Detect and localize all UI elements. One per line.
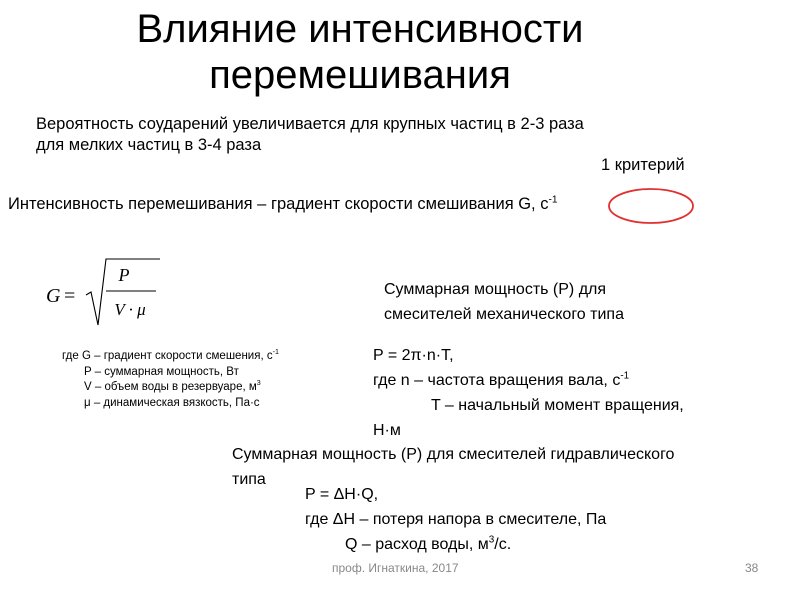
hydraulic-formula-block — [305, 482, 606, 557]
legend-p: P – суммарная мощность, Вт — [84, 365, 239, 378]
legend-mu: μ – динамическая вязкость, Па·с — [84, 396, 260, 409]
page-number: 38 — [745, 561, 759, 575]
mechanical-n — [373, 368, 684, 393]
mechanical-heading-line-2: смесителей механического типа — [384, 306, 624, 323]
hydraulic-q-unit: /с. — [494, 536, 512, 553]
hydraulic-q — [305, 532, 606, 557]
legend-g — [62, 349, 279, 365]
mechanical-t-unit: Н·м — [373, 422, 401, 439]
hydraulic-q-text: Q – расход воды, м — [345, 536, 489, 553]
hydraulic-formula: P = ΔH·Q, — [305, 486, 379, 503]
hydraulic-h: где ΔH – потеря напора в смесителе, Па — [305, 511, 607, 528]
formula-lhs: G — [46, 285, 61, 307]
highlight-ellipse-shape — [609, 189, 693, 223]
criterion-label: 1 критерий — [601, 156, 685, 174]
mechanical-n-text: где n – частота вращения вала, с — [373, 372, 621, 389]
formula-equals: = — [64, 285, 76, 307]
legend-v-text: V – объем воды в резервуаре, м — [84, 381, 257, 393]
definition-body: Интенсивность перемешивания – градиент скорости смешивания G, с — [8, 195, 549, 213]
legend-v-exp: 3 — [256, 379, 261, 388]
legend-g-exp: -1 — [272, 348, 279, 357]
footer-author: проф. Игнаткина, 2017 — [332, 561, 459, 575]
title-line-1: Влияние интенсивности — [136, 7, 584, 51]
hydraulic-heading-line-1: Суммарная мощность (P) для смесителей гидравлического — [232, 446, 675, 463]
legend-v — [62, 380, 279, 396]
title-line-2: перемешивания — [209, 53, 511, 97]
g-formula — [40, 255, 170, 335]
mechanical-heading-line-1: Суммарная мощность (P) для — [384, 281, 607, 298]
probability-line-1: Вероятность соударений увеличивается для крупных частиц в 2-3 раза — [36, 115, 584, 133]
mechanical-formula-block — [373, 343, 684, 443]
probability-line-2: для мелких частиц в 3-4 раза — [36, 136, 262, 154]
definition-exponent: -1 — [548, 194, 558, 206]
mechanical-heading — [384, 277, 624, 327]
formula-legend — [62, 349, 279, 411]
hydraulic-heading-line-2: типа — [232, 471, 266, 488]
mechanical-t: T – начальный момент вращения, — [431, 397, 684, 414]
formula-numerator: P — [118, 265, 130, 285]
formula-denominator: V · μ — [114, 300, 146, 319]
hydraulic-q-exp: 3 — [488, 534, 495, 546]
mechanical-n-exp: -1 — [620, 370, 630, 382]
mechanical-formula: P = 2π·n·T, — [373, 347, 454, 364]
legend-g-text: где G – градиент скорости смешения, с — [62, 350, 273, 362]
